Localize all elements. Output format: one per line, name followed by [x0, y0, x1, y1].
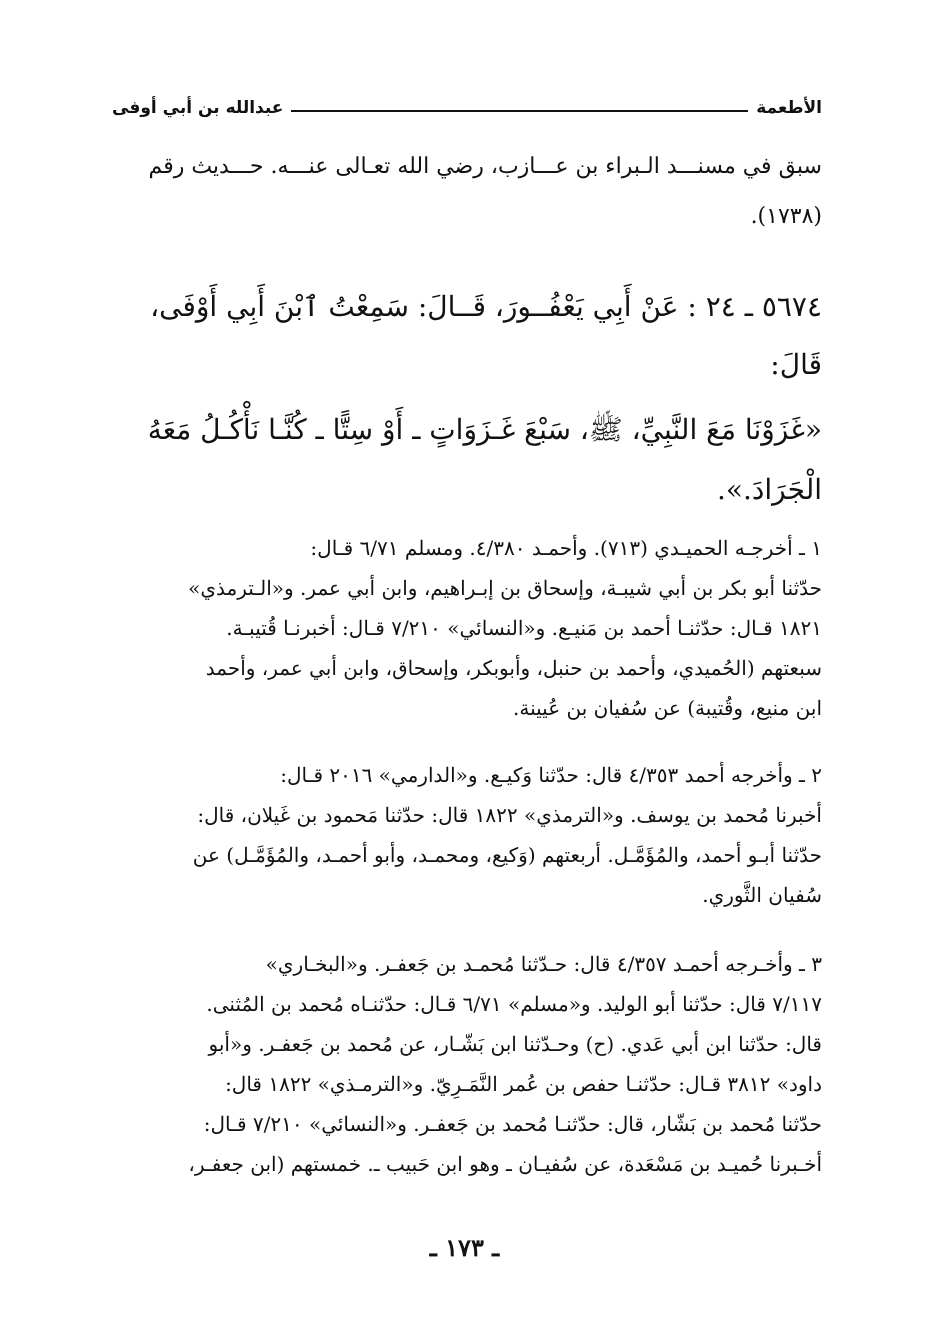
text-line: حدّثنا مُحمد بن بَشّار، قال: حدّثنـا مُحمد بن جَعفـر. و«النسائي» ٧/٢١٠ قـال:	[203, 1112, 822, 1136]
takhrij-note-3	[112, 944, 822, 1184]
text-line: سُفيان الثَّوري.	[702, 883, 822, 907]
text-line: ٥٦٧٤ ـ ٢٤ : عَنْ أَبِي يَعْفُــورَ، قَــالَ: سَمِعْتُ ٱبْنَ أَبِي أَوْفَى،	[150, 290, 822, 323]
text-line: ٧/١١٧ قال: حدّثنا أبو الوليد. و«مسلم» ٦/٧١ قـال: حدّثنـاه مُحمد بن المُثنى.	[206, 992, 822, 1016]
text-line: ٣ ـ وأخـرجه أحمـد ٤/٣٥٧ قال: حـدّثنا مُحمـد بن جَعفـر. و«البخـاري»	[265, 952, 822, 976]
text-line: قَالَ:	[770, 348, 822, 381]
text-line: ١ ـ أخرجـه الحميـدي (٧١٣). وأحمـد ٤/٣٨٠. ومسلم ٦/٧١ قـال:	[310, 536, 822, 560]
text-line: (١٧٣٨).	[750, 204, 822, 229]
text-line: داود» ٣٨١٢ قـال: حدّثنـا حفص بن عُمر النَّمَـرِيّ. و«الترمـذي» ١٨٢٢ قال:	[225, 1072, 822, 1096]
text-line: حدّثنا أبو بكر بن أبي شيبـة، وإسحاق بن إبـراهيم، وابن أبي عمر. و«الـترمذي»	[188, 576, 822, 600]
text-line: ابن منيع، وقُتيبة) عن سُفيان بن عُيينة.	[513, 696, 822, 720]
text-line: أخبرنا مُحمد بن يوسف. و«الترمذي» ١٨٢٢ قال: حدّثنا مَحمود بن غَيلان، قال:	[197, 803, 822, 827]
intro-paragraph	[112, 142, 822, 242]
text-line: سبق في مسنـــد الـبراء بن عـــازب، رضي الله تعـالى عنـــه. حـــديث رقم	[148, 154, 822, 179]
text-line: قال: حدّثنا ابن أبي عَدي. (ح) وحـدّثنا ابن بَشّـار، عن مُحمد بن جَعفـر. و«أبو	[208, 1032, 822, 1056]
header-rule	[291, 110, 748, 112]
text-line: ١٨٢١ قـال: حدّثنـا أحمد بن مَنيـع. و«النسائي» ٧/٢١٠ قـال: أخبرنـا قُتيبـة.	[226, 616, 822, 640]
text-line: «غَزَوْنَا مَعَ النَّبِيِّ، ﷺ، سَبْعَ غَـزَوَاتٍ ـ أَوْ سِتًّا ـ كُنَّـا نَأْكُـلُ مَعَهُ	[147, 413, 822, 446]
page-number: ـ ١٧٣ ـ	[429, 1233, 500, 1262]
text-line: الْجَرَادَ.».	[716, 473, 822, 506]
takhrij-note-2	[112, 755, 822, 915]
text-line: حدّثنا أبـو أحمد، والمُؤَمَّـل. أربعتهم (وَكيع، ومحمـد، وأبو أحمـد، والمُؤَمَّـل) عن	[192, 843, 822, 867]
header-author-name: عبدالله بن أبي أوفى	[112, 98, 284, 118]
header-section-title: الأطعمة	[756, 98, 822, 118]
running-header	[112, 84, 822, 118]
takhrij-note-1	[112, 528, 822, 728]
text-line: سبعتهم (الحُميدي، وأحمد بن حنبل، وأبوبكر، وإسحاق، وابن أبي عمر، وأحمد	[205, 656, 822, 680]
text-line: أخـبرنا حُميـد بن مَسْعَدة، عن سُفيـان ـ وهو ابن حَبيب ـ. خمستهم (ابن جعفـر،	[188, 1152, 822, 1176]
hadith-matn	[112, 400, 822, 520]
hadith-isnad	[112, 278, 822, 394]
text-line: ٢ ـ وأخرجه أحمد ٤/٣٥٣ قال: حدّثنا وَكيـع. و«الدارمي» ٢٠١٦ قـال:	[280, 763, 822, 787]
